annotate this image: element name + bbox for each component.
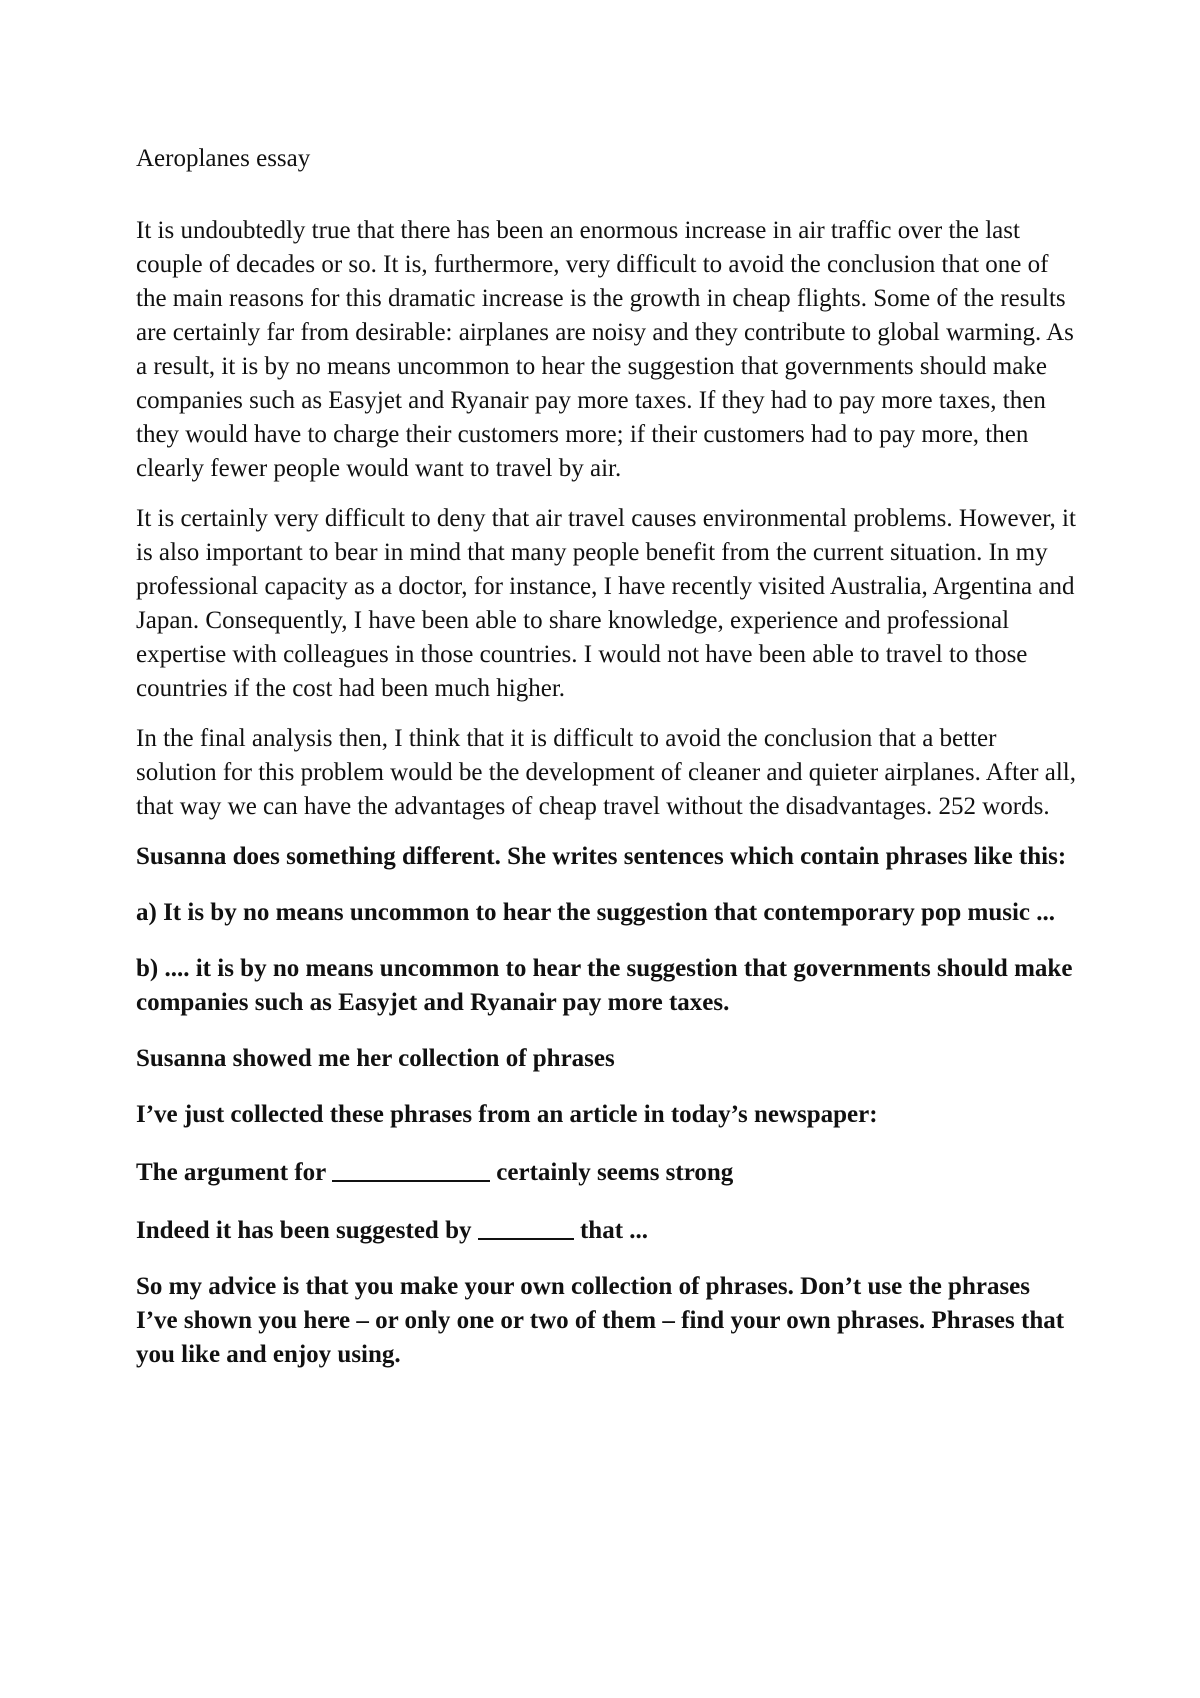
blank-line — [478, 1214, 574, 1240]
example-b: b) .... it is by no means uncommon to hear the suggestion that governments should make companies such as Easyjet and Ryanair pay more taxes. — [136, 955, 1073, 1016]
phrase-suggested — [136, 1212, 1076, 1248]
advice-paragraph: So my advice is that you make your own collection of phrases. Don’t use the phrases I’ve shown you here – or only one or two of them – find your own phrases. Phrases that you like and enjoy using. — [136, 1273, 1065, 1368]
document-body — [136, 142, 1076, 1394]
essay-paragraph-1: It is undoubtedly true that there has been an enormous increase in air traffic over the last couple of decades or so. It is, furthermore, very difficult to avoid the conclusion that one of the main reasons for this dramatic increase is the growth in cheap flights. Some of the results are certainly far from desirable: airplanes are noisy and they contribute to global warming. As a result, it is by no means uncommon to hear the suggestion that governments should make companies such as Easyjet and Ryanair pay more taxes. If they had to pay more taxes, then they would have to charge their customers more; if their customers had to pay more, then clearly fewer people would want to travel by air. — [136, 217, 1074, 482]
bold-intro: Susanna does something different. She writes sentences which contain phrases like this: — [136, 843, 1067, 870]
essay-paragraph-3: In the final analysis then, I think that it is difficult to avoid the conclusion that a better solution for this problem would be the development of cleaner and quieter airplanes. After all, that way we can have the advantages of cheap travel without the disadvantages. 252 words. — [136, 725, 1076, 820]
essay-paragraph-2: It is certainly very difficult to deny that air travel causes environmental problems. However, it is also important to bear in mind that many people benefit from the current situation. In my professional capacity as a doctor, for instance, I have recently visited Australia, Argentina and Japan. Consequently, I have been able to share knowledge, experience and professional expertise with colleagues in those countries. I would not have been able to travel to those countries if the cost had been much higher. — [136, 505, 1076, 702]
phrase-suggested-end: that ... — [573, 1217, 649, 1244]
phrase-argument-start: The argument for — [136, 1159, 333, 1186]
phrase-argument — [136, 1154, 1076, 1190]
collection-line: Susanna showed me her collection of phrases — [136, 1045, 615, 1072]
document-title: Aeroplanes essay — [136, 145, 311, 172]
phrase-argument-end: certainly seems strong — [490, 1159, 734, 1186]
blank-line — [332, 1156, 490, 1182]
collected-line: I’ve just collected these phrases from an article in today’s newspaper: — [136, 1101, 878, 1128]
example-a: a) It is by no means uncommon to hear the suggestion that contemporary pop music ... — [136, 899, 1056, 926]
phrase-suggested-start: Indeed it has been suggested by — [136, 1217, 478, 1244]
